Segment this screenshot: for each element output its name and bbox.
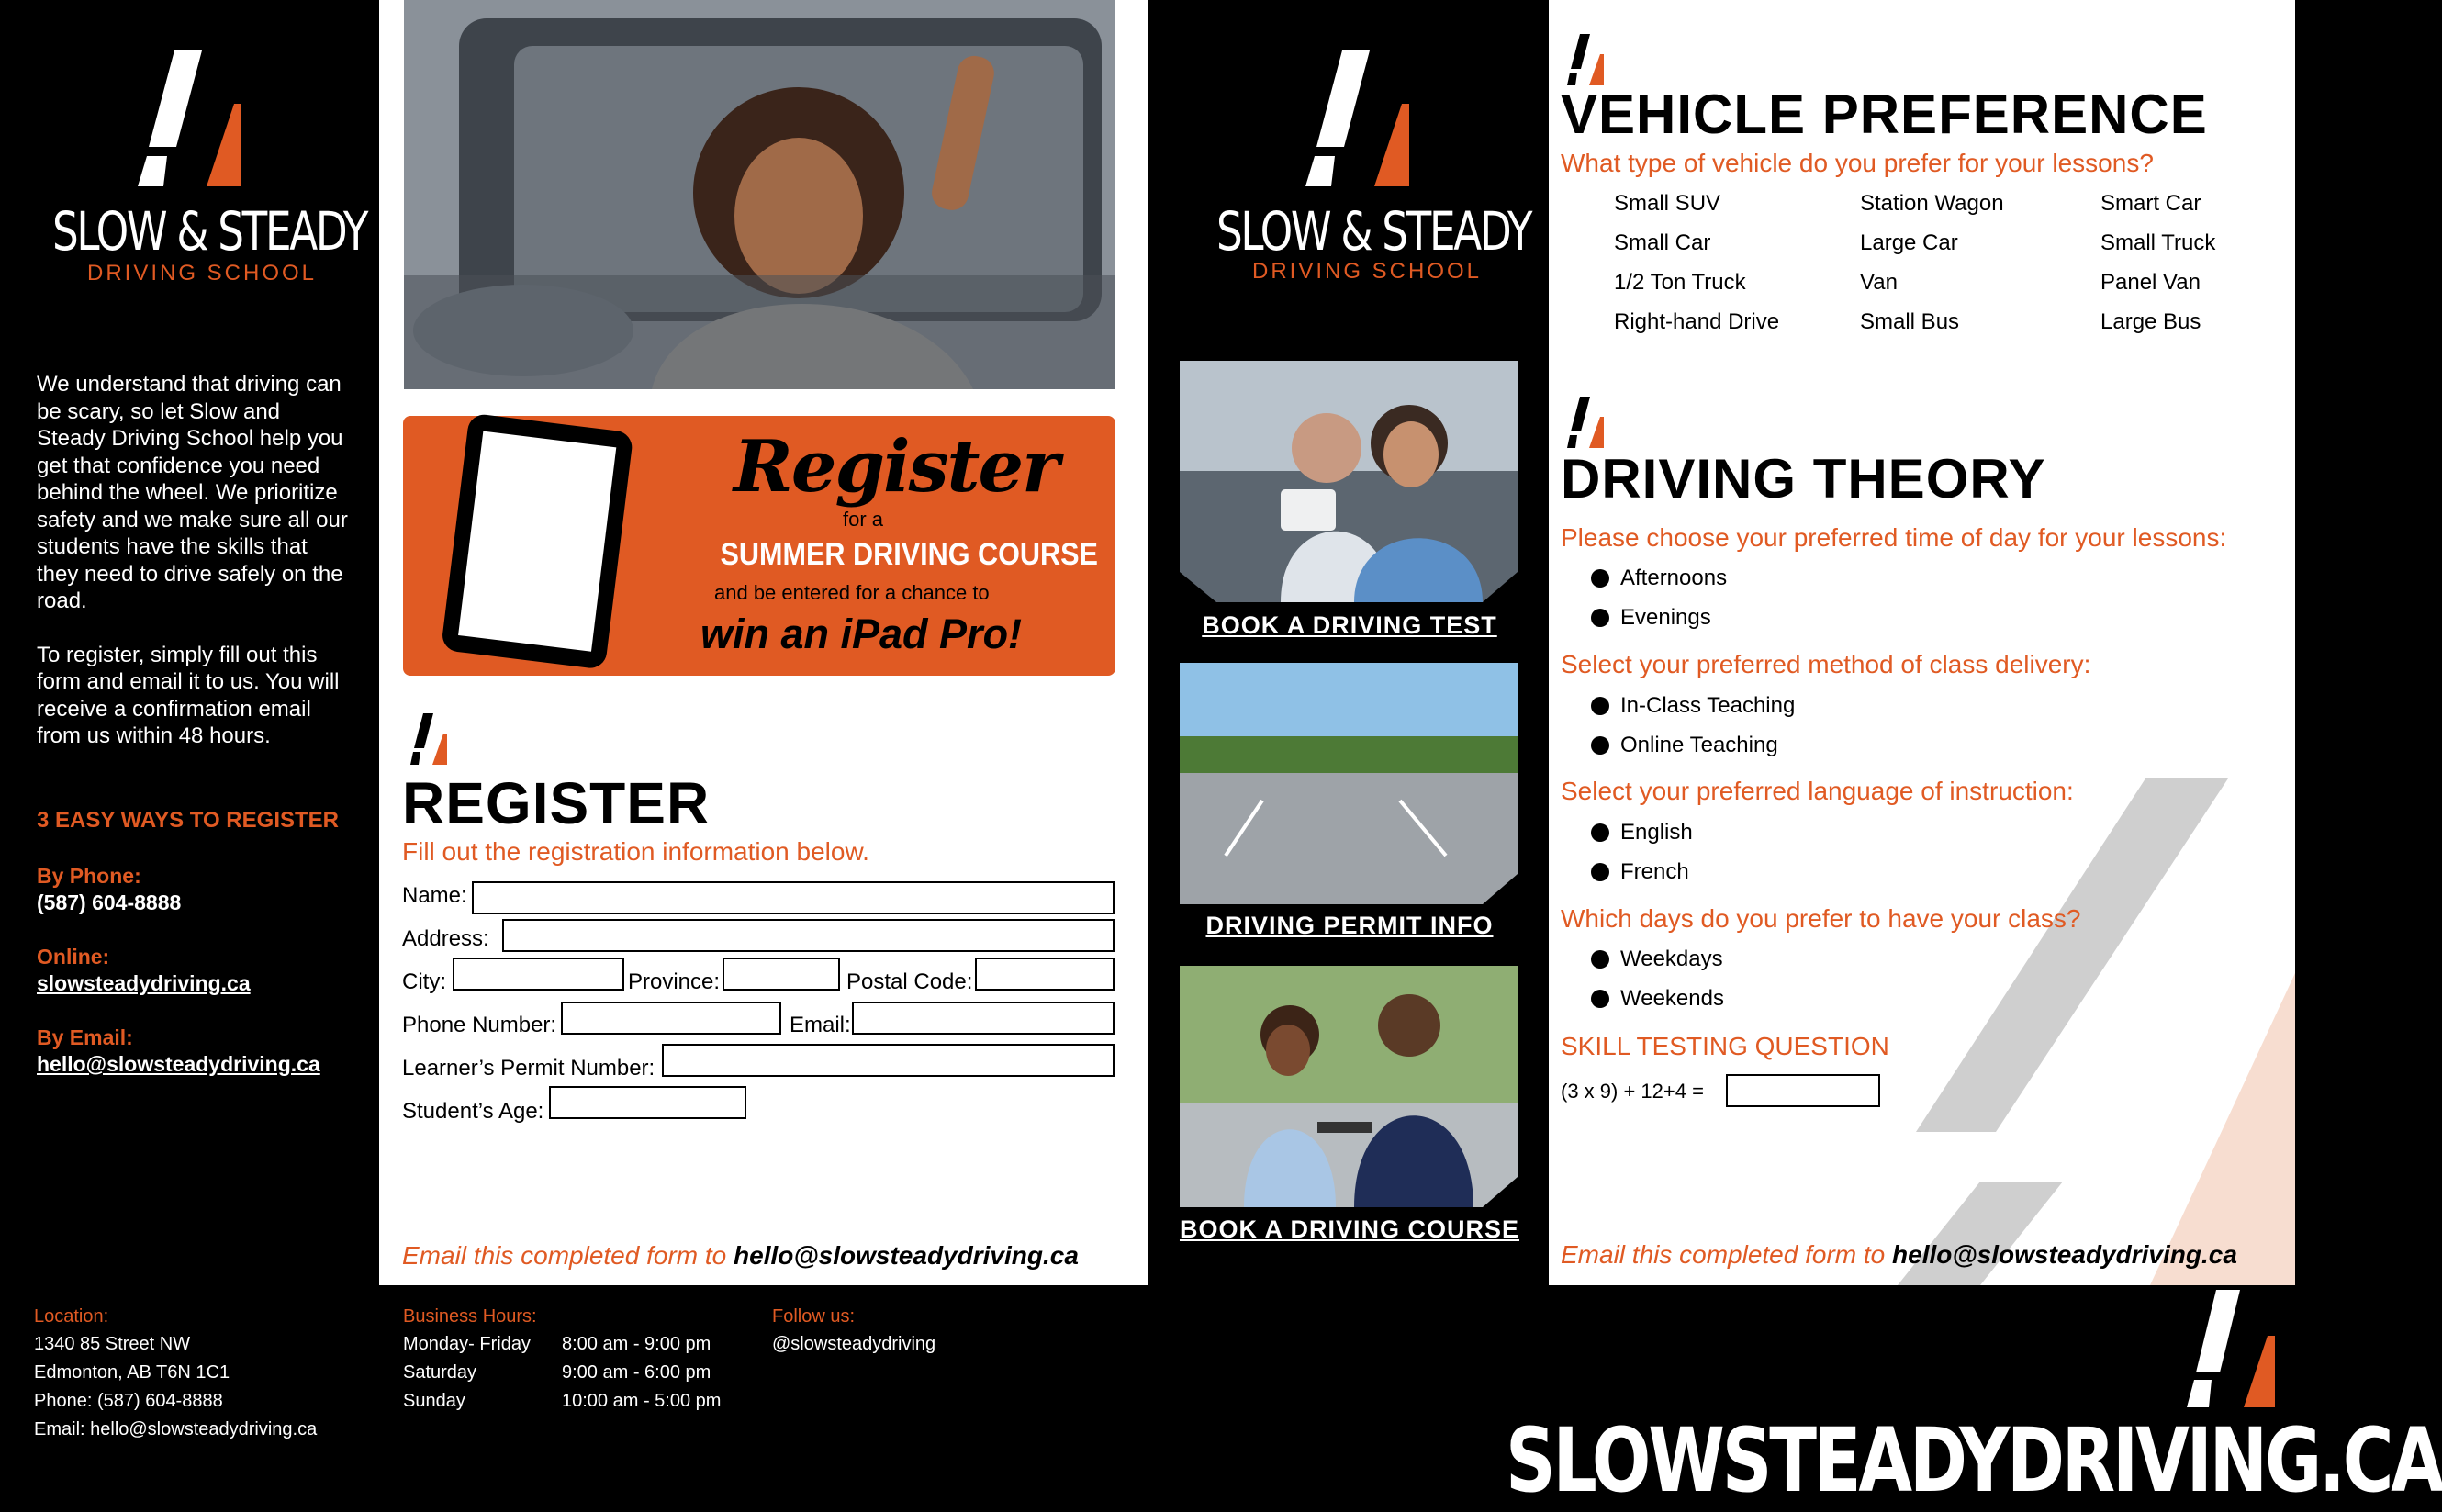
permit-info-photo[interactable] [1180, 663, 1518, 904]
permit-field[interactable] [662, 1044, 1115, 1077]
radio-label: Weekends [1620, 986, 1724, 1011]
province-label: Province: [628, 969, 721, 994]
hours-day: Sunday [403, 1391, 465, 1411]
footer-logo-icon [2187, 1290, 2279, 1407]
email-instruction-address: hello@slowsteadydriving.ca [1892, 1240, 2237, 1269]
vehicle-option[interactable]: Small SUV [1614, 191, 1721, 216]
skill-testing-question: (3 x 9) + 12+4 = [1561, 1080, 1704, 1103]
footer-address-line1: 1340 85 Street NW [34, 1334, 191, 1354]
driving-course-photo[interactable] [1180, 966, 1518, 1207]
postal-code-label: Postal Code: [846, 969, 973, 994]
radio-dot-icon [1591, 950, 1609, 969]
car-window-image [404, 0, 1115, 389]
radio-dot-icon [1591, 990, 1609, 1008]
language-question: Select your preferred language of instruction: [1561, 777, 2074, 805]
promo-entered: and be entered for a chance to [714, 581, 990, 604]
address-field[interactable] [502, 919, 1115, 952]
book-driving-test-link[interactable]: BOOK A DRIVING TEST [1202, 611, 1497, 639]
time-of-day-question: Please choose your preferred time of day for your lessons: [1561, 523, 2227, 552]
vehicle-section-icon [1567, 34, 1604, 85]
register-subtitle: Fill out the registration information below. [402, 837, 869, 866]
ipad-promo-banner [403, 416, 1115, 676]
radio-english[interactable] [1591, 820, 1693, 846]
follow-label: Follow us: [772, 1306, 856, 1327]
city-label: City: [402, 969, 446, 994]
name-label: Name: [402, 883, 467, 908]
radio-label: English [1620, 820, 1693, 845]
radio-dot-icon [1591, 697, 1609, 715]
radio-label: Weekdays [1620, 946, 1723, 971]
email-instruction-prefix: Email this completed form to [402, 1241, 734, 1270]
register-note: To register, simply fill out this form and email it to us. You will receive a confirmation email from us within 48 hours. [37, 642, 340, 748]
email-field[interactable] [852, 1002, 1115, 1035]
radio-dot-icon [1591, 863, 1609, 881]
email-field-label: Email: [790, 1013, 851, 1037]
vehicle-option[interactable]: Small Bus [1860, 309, 1960, 334]
skill-answer-field[interactable] [1726, 1074, 1880, 1107]
radio-evenings[interactable] [1591, 605, 1711, 631]
vehicle-option[interactable]: Panel Van [2100, 270, 2201, 295]
age-field[interactable] [549, 1086, 746, 1119]
hours-label: Business Hours: [403, 1306, 537, 1327]
brand-name: SLOW & STEADY [52, 200, 367, 263]
hours-day: Saturday [403, 1362, 477, 1383]
city-field[interactable] [453, 958, 624, 991]
radio-online[interactable] [1591, 733, 1778, 758]
radio-dot-icon [1591, 736, 1609, 755]
radio-label: Evenings [1620, 605, 1711, 630]
footer-email: Email: hello@slowsteadydriving.ca [34, 1419, 318, 1439]
hours-time: 10:00 am - 5:00 pm [562, 1391, 722, 1411]
name-field[interactable] [472, 881, 1115, 914]
social-handle[interactable]: @slowsteadydriving [772, 1334, 936, 1354]
address-label: Address: [402, 926, 489, 951]
instructor-image [1180, 966, 1518, 1207]
hours-day: Monday- Friday [403, 1334, 531, 1354]
radio-afternoons[interactable] [1591, 566, 1727, 591]
book-driving-course-link[interactable]: BOOK A DRIVING COURSE [1179, 1215, 1520, 1243]
brand-name: SLOW & STEADY [1216, 200, 1531, 263]
email-link[interactable]: hello@slowsteadydriving.ca [37, 1052, 320, 1076]
hours-time: 9:00 am - 6:00 pm [562, 1362, 711, 1383]
province-field[interactable] [723, 958, 840, 991]
register-email-instruction [402, 1241, 1079, 1271]
register-section-icon [410, 713, 447, 765]
phone-number-field[interactable] [561, 1002, 781, 1035]
online-label: Online: [37, 945, 110, 969]
phone-label: By Phone: [37, 864, 141, 888]
vehicle-option[interactable]: Small Truck [2100, 230, 2216, 255]
radio-label: Afternoons [1620, 566, 1728, 590]
radio-dot-icon [1591, 609, 1609, 627]
hours-time: 8:00 am - 9:00 pm [562, 1334, 711, 1354]
radio-dot-icon [1591, 823, 1609, 842]
vehicle-option[interactable]: 1/2 Ton Truck [1614, 270, 1746, 295]
theory-section-icon [1567, 397, 1604, 448]
website-url-banner[interactable]: SLOWSTEADYDRIVING.CA [1506, 1409, 2442, 1512]
promo-course: SUMMER DRIVING COURSE [720, 537, 1098, 572]
email-instruction-address: hello@slowsteadydriving.ca [734, 1241, 1079, 1270]
ipad-icon [421, 412, 642, 688]
class-delivery-question: Select your preferred method of class delivery: [1561, 650, 2091, 678]
postal-code-field[interactable] [975, 958, 1115, 991]
radio-label: French [1620, 859, 1689, 884]
vehicle-option[interactable]: Van [1860, 270, 1898, 295]
footer-phone: Phone: (587) 604-8888 [34, 1391, 223, 1411]
driving-theory-title: DRIVING THEORY [1561, 448, 2046, 510]
email-label: By Email: [37, 1025, 133, 1049]
email-instruction-prefix: Email this completed form to [1561, 1240, 1893, 1269]
driving-permit-info-link[interactable]: DRIVING PERMIT INFO [1205, 912, 1494, 939]
radio-weekends[interactable] [1591, 986, 1724, 1012]
promo-win: win an iPad Pro! [700, 610, 1023, 657]
phone-number-label: Phone Number: [402, 1013, 557, 1037]
driving-test-image [1180, 361, 1518, 602]
radio-french[interactable] [1591, 859, 1689, 885]
vehicle-option[interactable]: Large Bus [2100, 309, 2201, 334]
hero-photo [404, 0, 1115, 389]
promo-for-a: for a [843, 508, 884, 531]
radio-label: Online Teaching [1620, 733, 1778, 757]
radio-in-class[interactable] [1591, 693, 1795, 719]
footer-address-line2: Edmonton, AB T6N 1C1 [34, 1362, 230, 1383]
parking-lot-image [1180, 663, 1518, 904]
ways-title: 3 EASY WAYS TO REGISTER [37, 808, 339, 833]
vehicle-option[interactable]: Station Wagon [1860, 191, 2004, 216]
preferences-email-instruction [1561, 1240, 2237, 1270]
vehicle-option[interactable]: Large Car [1860, 230, 1958, 255]
info-panel [0, 0, 379, 1285]
vehicle-option[interactable]: Small Car [1614, 230, 1711, 255]
website-link[interactable]: slowsteadydriving.ca [37, 971, 251, 995]
age-label: Student’s Age: [402, 1099, 544, 1124]
register-title: REGISTER [402, 770, 711, 836]
brand-logo-icon [1305, 50, 1416, 188]
brand-subtitle: DRIVING SCHOOL [1252, 259, 1483, 284]
phone-value: (587) 604-8888 [37, 890, 182, 914]
vehicle-question: What type of vehicle do you prefer for your lessons? [1561, 149, 2154, 177]
radio-dot-icon [1591, 569, 1609, 588]
intro-text [37, 371, 349, 750]
skill-testing-title: SKILL TESTING QUESTION [1561, 1032, 1889, 1060]
intro-paragraph: We understand that driving can be scary, so let Slow and Steady Driving School help you get that confidence you need behind the wheel. We prioritize safety and we make sure all our students have the skills that they need to drive safely on the road. [37, 372, 348, 613]
driving-test-photo[interactable] [1180, 361, 1518, 602]
radio-weekdays[interactable] [1591, 946, 1723, 972]
vehicle-option[interactable]: Right-hand Drive [1614, 309, 1780, 334]
promo-register-word: Register [734, 425, 1059, 509]
radio-label: In-Class Teaching [1620, 693, 1796, 718]
vehicle-option[interactable]: Smart Car [2100, 191, 2201, 216]
brand-logo-icon [138, 50, 248, 188]
permit-label: Learner’s Permit Number: [402, 1056, 655, 1081]
location-label: Location: [34, 1306, 109, 1327]
brand-subtitle: DRIVING SCHOOL [87, 261, 318, 286]
days-question: Which days do you prefer to have your class? [1561, 904, 2081, 933]
vehicle-preference-title: VEHICLE PREFERENCE [1561, 84, 2208, 145]
